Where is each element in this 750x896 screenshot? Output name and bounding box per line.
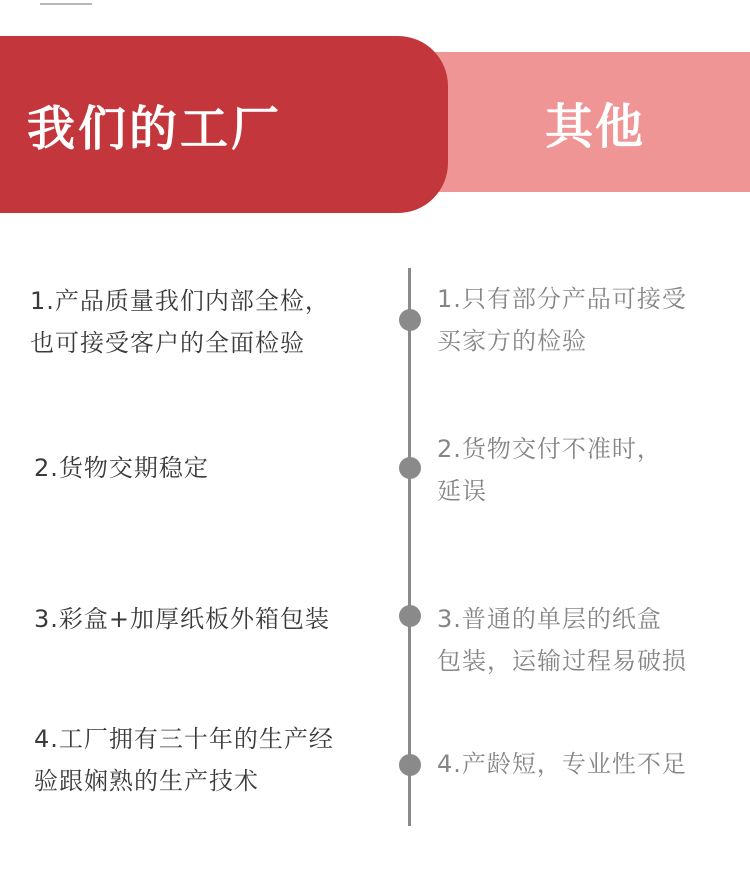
our-point-4-line-2: 验跟娴熟的生产技术 [34,767,259,795]
timeline-dot-3 [399,605,421,627]
other-point-2 [437,428,662,512]
other-point-3-line-2: 包装，运输过程易破损 [437,647,687,675]
timeline-dot-1 [399,309,421,331]
other-point-2-line-2: 延误 [437,477,487,505]
our-point-1 [30,280,330,364]
our-point-4 [34,718,334,802]
other-point-4-line-1: 4.产龄短，专业性不足 [437,750,687,778]
other-point-3-line-1: 3.普通的单层的纸盒 [437,605,662,633]
our-point-3-line-1: 3.彩盒+加厚纸板外箱包装 [34,605,331,633]
our-factory-tab [0,36,448,213]
our-point-3 [34,598,330,640]
other-point-3 [437,598,687,682]
other-point-1 [437,278,687,362]
other-point-1-line-1: 1.只有部分产品可接受 [437,285,687,313]
our-point-2 [34,447,209,489]
our-factory-tab-label: 我们的工厂 [27,101,283,157]
our-point-1-line-1: 1.产品质量我们内部全检， [30,287,330,315]
other-tab-label: 其他 [544,98,645,155]
other-point-4 [437,743,687,785]
other-point-2-line-1: 2.货物交付不准时， [437,435,662,463]
our-point-4-line-1: 4.工厂拥有三十年的生产经 [34,725,334,753]
timeline-dot-2 [399,457,421,479]
our-point-2-line-1: 2.货物交期稳定 [34,454,209,482]
timeline-dot-4 [399,754,421,776]
our-point-1-line-2: 也可接受客户的全面检验 [30,329,305,357]
timeline-line [408,268,411,826]
top-divider [40,3,92,5]
other-point-1-line-2: 买家方的检验 [437,327,587,355]
